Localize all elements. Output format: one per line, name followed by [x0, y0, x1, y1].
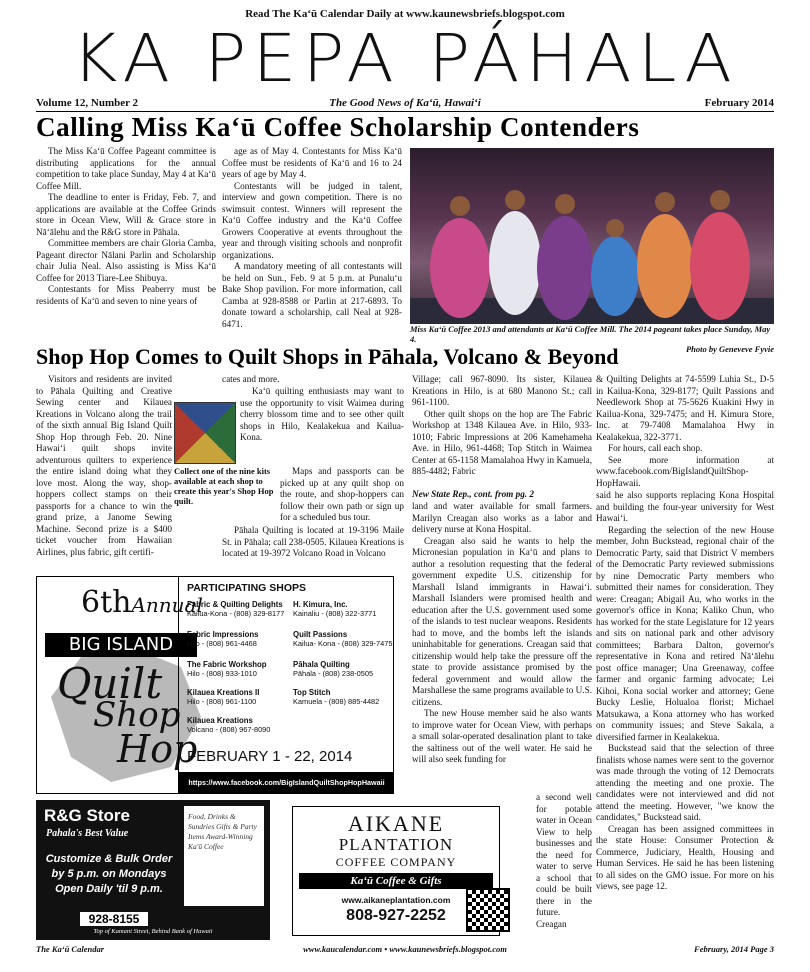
headline-pageant: Calling Miss Ka‘ū Coffee Scholarship Contenders: [36, 112, 640, 142]
shop-entry: Kilauea Kreations II Hilo - (808) 961-1100: [187, 688, 260, 706]
pageant-photo: [410, 148, 774, 324]
headline-shophop: Shop Hop Comes to Quilt Shops in Pāhala, Volcano & Beyond: [36, 344, 619, 369]
footer-center: www.kaucalendar.com • www.kaunewsbriefs.blogspot.com: [303, 944, 507, 954]
state-rep-col3: land and water available for small farmers. Marilyn Creagan also works as a labor and delivery nurse at Kona Hospital. Creagan also said he wants to help the Micronesian population in Ka‘ū and plans to author a resolution requesting that the federal government expedite U.S. citizenship for Marshall Island immigrants in Hawai‘i. Marshall Islanders were promised health and education after the U.S. government used some of the islands to test nuclear weapons. Residents had to move, and the bombs left the islands uninhabitable for generations. Creagan said that citizenship would help take the pressure off the state to provide assistance promised by the federal government and would allow the Marshallese the same programs available to U.S. citizens. The new House member said he also wants to improve water for Ocean View, with perhaps a small solar-operated desalination plant to take the saltiness out of the well water. He said he will also seek funding for: [412, 501, 592, 764]
shophop-col2b: Ka‘ū quilting enthusiasts may want to use the opportunity to visit Waimea during cherry blossom time and to see other quilt shops in Hilo, Kealakekua and Kailua-Kona.: [240, 386, 404, 442]
issue-date: February 2014: [704, 97, 774, 109]
state-rep-col4: said he also supports replacing Kona Hospital and building the four-year university for West Hawai‘i. Regarding the selection of the new House member, John Buckstead, regional chair of the Democratic Party, said that District V members of the Democratic Party reviewed submissions by nine Democratic Party members who submitted their names for consideration. They were: Creagan; Abigail Au, who works in the governor's office in Kona; Kaliko Chun, who has worked for the state Legislature for 12 years and sits on national park and other advisory committees; Barbara Dalton, governor's representative in Kona and retired Nā‘ālehu post office manager; Una Greenaway, coffee farmer and organic farming advocate; Lei Kihoi, Kona social worker and attorney; Gene Bucky Leslie, Holualoa florist; Michael Matsukawa, a Kona attorney who has worked on community issues; and Steve Sakala, a diversified farmer in Kealakekua. Buckstead said that the selection of three finalists whose names were sent to the governor was made through the voting of 12 Democrats attending the meeting and one proxie. The candidates were not interviewed and did not attend the meeting. However, "we know the candidates," Buckstead said. Creagan has been assigned committees in the state House: Consumer Protection & Commerce, Judiciary, Health, Housing and Human Services. He said he has been listening to all sides on the GMO issue. For more on his views, see page 12.: [596, 490, 774, 891]
shop-list: [178, 576, 394, 794]
ad-big-island: BIG ISLAND: [45, 633, 197, 657]
rg-hours: Customize & Bulk Order by 5 p.m. on Mondays Open Daily 'til 9 p.m.: [45, 853, 173, 895]
pageant-col1: The Miss Ka‘ū Coffee Pageant committee is distributing applications for the annual competition to take place Sunday, May 4 at Ka‘ū Coffee Mill. The deadline to enter is Friday, Feb. 7, and applications are available at the Coffee Grinds store in Ocean View, Will & Grace store in Nā‘ālehu and the R&G store in Pāhala. Committee members are chair Gloria Camba, Pageant director Nālani Parlin and Scholarship chair Julia Neal. Also assisting is Miss Ka‘ū Coffee for 2013 Tiare-Lee Shibuya. Contestants for Miss Peaberry must be residents of Ka‘ū and seven to nine years of: [36, 146, 216, 306]
ad-sixth: 6thAnnual: [81, 585, 203, 620]
shophop-col1: Visitors and residents are invited to Pāhala Quilting and Creative Sewing center and Kilauea Kreations in Volcano along the trail of the sixth annual Big Island Quilt Shop Hop through Feb. 20. Nine Hawai‘i quilt shops invite adventurous quilters to experience the entire island doing what they love most. Along the way, shop-hoppers collect stamps on their passports for a chance to win the grand prize, a Janome Sewing Machine. Second prize is a $400 ticket voucher from Hawaiian Airlines, plus fabric, gift certifi-: [36, 374, 172, 557]
aikane-url[interactable]: www.aikaneplantation.com: [341, 895, 451, 905]
issue-bar: [36, 96, 774, 112]
shop-entry: H. Kimura, Inc. Kainaliu - (808) 322-3771: [293, 600, 377, 618]
top-line: Read The Ka‘ū Calendar Daily at www.kaunewsbriefs.blogspot.com: [245, 8, 565, 20]
shop-entry: Top Stitch Kamuela - (808) 885-4482: [293, 688, 380, 706]
ad-shop: Shop: [93, 695, 181, 735]
aikane-company: COFFEE COMPANY: [335, 855, 457, 869]
rg-phone: 928-8155: [80, 912, 148, 926]
shop-entry: Fabric & Quilting Delights Kailua-Kona - (808) 329-8177: [187, 600, 285, 618]
state-rep-narrow: a second well for potable water in Ocean View to help businesses and the need for water to serve a school that could be built there in the future. Creagan: [536, 792, 592, 929]
shophop-col2d: Pāhala Quilting is located at 19-3196 Maile St. in Pāhala; call 238-0505. Kilauea Kreations is located at 19-3972 Volcano Road in Volcano: [222, 525, 404, 558]
quilt-image: [174, 402, 236, 464]
shop-entry: Quilt Passions Kailua- Kona - (808) 329-7475: [293, 630, 393, 648]
qr-code-icon[interactable]: [466, 888, 510, 932]
rg-name: R&G Store: [44, 806, 130, 825]
shop-entry: The Fabric Workshop Hilo - (808) 933-1010: [187, 660, 267, 678]
ad-quilt: Quilt: [57, 659, 163, 708]
aikane-plantation: PLANTATION: [338, 835, 454, 854]
rg-notepad: Food, Drinks & Sundries Gifts & Party Items Award-Winning Ka'ū Coffee: [184, 806, 264, 906]
shophop-col3: Village; call 967-8090. Its sister, Kilauea Kreations in Hilo, is at 680 Manono St.; call 961-1100. Other quilt shops on the hop are The Fabric Workshop at 1348 Kilauea Ave. in Hilo, 933-1010; Fabric Impressions at 206 Kamehameha Ave. in Hilo, 961-4468; Top Stitch in Waimea Center at 65-1158 Mamalahoa Hwy in Kamuela, 885-4482; Fabric: [412, 374, 592, 476]
continued-label: New State Rep., cont. from pg. 2: [412, 489, 534, 499]
rg-store-ad: [36, 800, 270, 940]
photo-credit: Photo by Geneveve Fyvie: [685, 344, 774, 354]
aikane-name: AIKANE: [347, 811, 445, 836]
participating-heading: PARTICIPATING SHOPS: [187, 582, 307, 594]
ad-hop: Hop: [117, 727, 198, 771]
footer-right: February, 2014 Page 3: [694, 944, 774, 954]
photo-caption: Miss Ka‘ū Coffee 2013 and attendants at Ka‘ū Coffee Mill. The 2014 pageant takes place Sunday, May 4. Photo by Geneveve Fyvie: [410, 324, 774, 354]
ad-url[interactable]: https://www.facebook.com/BigIslandQuiltShopHopHawaii: [179, 772, 394, 793]
shop-entry: Pāhala Quilting Pāhala - (808) 238-0505: [293, 660, 374, 678]
shophop-col4: & Quilting Delights at 74-5599 Luhia St., D-5 in Kailua-Kona, 329-8177; Quilt Passions and Needlework Shop at 75-5626 Kuakini Hwy in Kailua-Kona, 329-7475; and H. Kimura Store, Inc. at 79-7408 Mamalahoa Hwy in Kealakekua, 322-3771. For hours, call each shop. See more information at www.facebook.com/BigIslandQuiltShop-HopHawaii.: [596, 374, 774, 488]
shop-entry: Kilauea Kreations Volcano - (808) 967-8090: [187, 716, 271, 734]
volume: Volume 12, Number 2: [36, 97, 139, 109]
shophop-col2a: cates and more.: [222, 374, 280, 384]
pageant-col2: age as of May 4. Contestants for Miss Ka‘ū Coffee must be residents of Ka‘ū and 16 to 24 years of age by May 4. Contestants will be judged in talent, interview and gown competition. There is no swimsuit contest. Winners will represent the Ka‘ū Coffee industry and the Ka‘ū Coffee Growers Cooperative at events throughout the year and through visiting schools and nonprofit organizations. A mandatory meeting of all contestants will be held on Sun., Feb. 9 at 5 p.m. at Punalu‘u Bake Shop pavilion. For more information, call Camba at 928-8588 or Parlin at 217-6893. To donate toward a scholarship, call Neal at 928-6471.: [222, 146, 402, 329]
shop-entry: Fabric Impressions Hilo - (808) 961-4468: [187, 630, 259, 648]
tagline: The Good News of Ka‘ū, Hawai‘i: [329, 97, 481, 109]
shophop-col2c: Maps and passports can be picked up at any quilt shop on the route, and shop-hoppers can follow their own path or sign up for a scheduled bus tour.: [280, 466, 404, 522]
footer-left: The Ka‘ū Calendar: [36, 944, 105, 954]
ad-dates: FEBRUARY 1 - 22, 2014: [187, 748, 353, 765]
aikane-tag: Ka‘ū Coffee & Gifts: [299, 873, 493, 889]
rg-tag: Pahala's Best Value: [46, 828, 129, 839]
masthead: KA PEPA PÁHALA: [71, 20, 739, 97]
quilt-caption: Collect one of the nine kits available at each shop to create this year's Shop Hop quilt.: [174, 466, 274, 506]
aikane-phone: 808-927-2252: [346, 907, 446, 924]
rg-location: Top of Kamani Street, Behind Bank of Hawaii: [93, 928, 213, 935]
